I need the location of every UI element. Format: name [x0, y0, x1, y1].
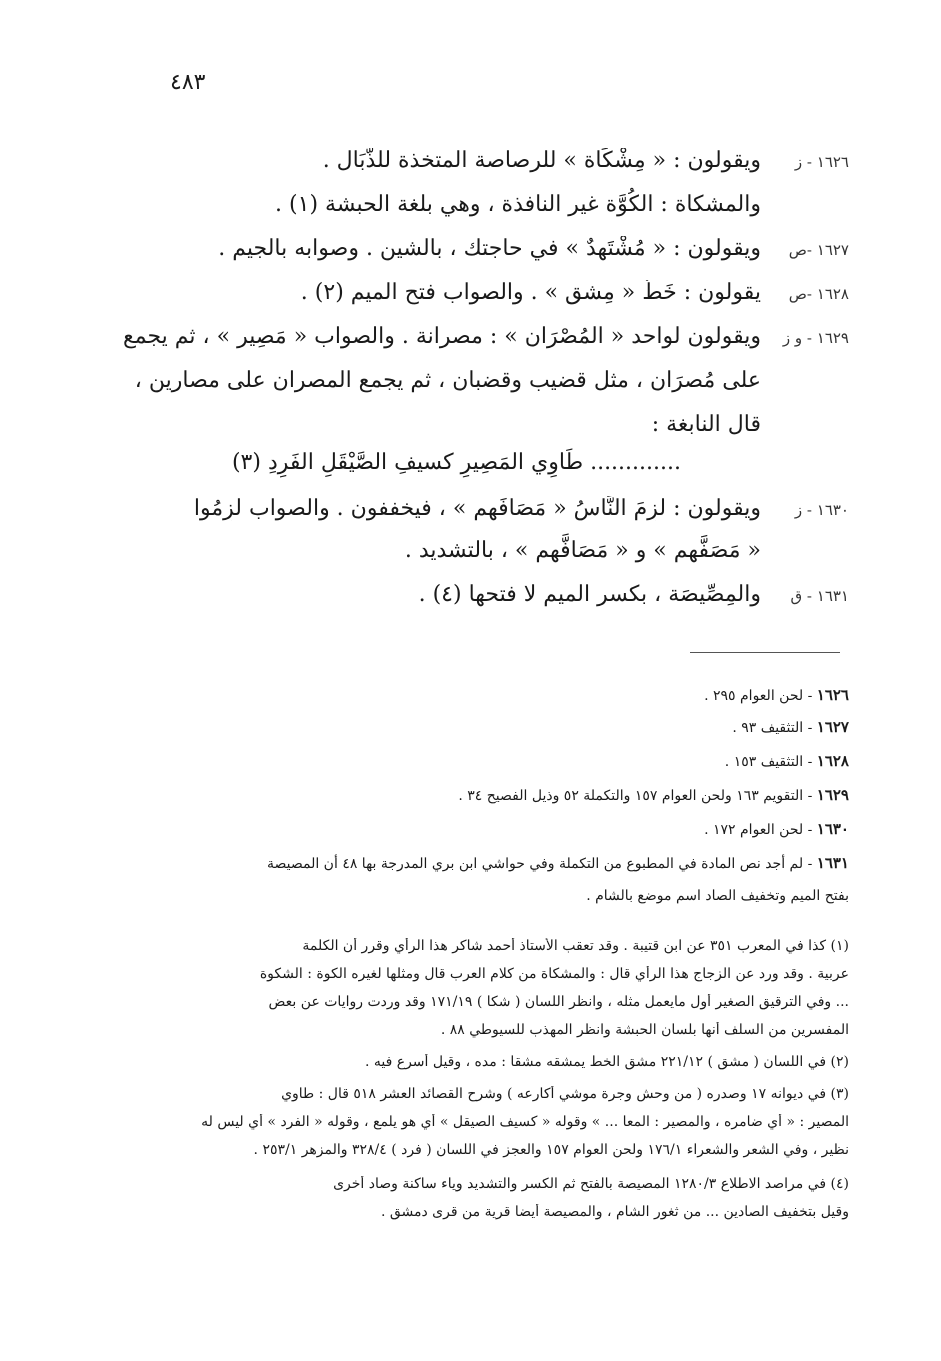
- source-number: ١٦٣٠: [816, 820, 849, 838]
- poetry-verse: ............. طَاوِي المَصِيرِ كسيفِ الصَّيْقَلِ الفَرِدِ (٣): [231, 450, 681, 475]
- source-text: - لحن العوام ٢٩٥ .: [704, 688, 813, 704]
- entry-1629-cont-2: قال النابغة :: [651, 412, 761, 437]
- entry-1629: [89, 324, 849, 349]
- entry-id: ١٦٣١ - ق: [790, 587, 849, 605]
- entry-text: ويقولون لواحد « المُصْرَان » : مصرانة . والصواب « مَصِير » ، ثم يجمع: [123, 324, 761, 349]
- entry-text: يقولون : خَطٌّ « مِشق » . والصواب فتح الميم (٢) .: [300, 280, 761, 305]
- entry-1626-cont: والمشكاة : الكُوَّة غير النافذة ، وهي بلغة الحبشة (١) .: [275, 192, 761, 217]
- entry-1630-cont: « مَصَفَّهم » و « مَصَافَّهم » ، بالتشديد .: [404, 538, 761, 563]
- source-number: ١٦٣١: [816, 854, 849, 872]
- entry-id: ١٦٣٠ - ز: [794, 501, 849, 519]
- source-text: - التثقيف ١٥٣ .: [724, 754, 813, 770]
- source-line: [89, 820, 849, 838]
- source-number: ١٦٢٨: [816, 752, 849, 770]
- entry-id: ١٦٢٧ -ص: [788, 241, 849, 259]
- footnote-line: ... وفي الترقيق الصغير أول مايعمل مثله ، وانظر اللسان ( شكا ) ١٧١/١٩ وقد وردت روايات عن بعض: [268, 994, 849, 1010]
- source-line: [89, 854, 849, 872]
- separator-rule: [690, 652, 840, 653]
- footnote-line: (٣) في ديوانه ١٧ وصدره ( من وحش وجرة موشي أكارعه ) وشرح القصائد العشر ٥١٨ قال : طاوي: [281, 1086, 849, 1102]
- entry-text: ويقولون : لزِمَ النَّاسُ « مَصَافَهم » ، فيخففون . والصواب لزِمُوا: [193, 496, 761, 521]
- entry-id: ١٦٢٦ - ز: [794, 153, 849, 171]
- source-text: - لحن العوام ١٧٢ .: [704, 822, 813, 838]
- entry-id: ١٦٢٨ -ص: [788, 285, 849, 303]
- source-text: - التثقيف ٩٣ .: [732, 720, 813, 736]
- source-text: بفتح الميم وتخفيف الصاد اسم موضع بالشام .: [586, 888, 849, 904]
- footnote-line: (٢) في اللسان ( مشق ) ٢٢١/١٢ مشق الخط يمشقه مشقا : مده ، وقيل أسرع فيه .: [364, 1054, 849, 1070]
- entry-1626: [89, 148, 849, 173]
- source-line: [89, 718, 849, 736]
- source-line: [89, 686, 849, 704]
- source-text: - لم أجد نص المادة في المطبوع من التكملة وفي حواشي ابن بري المدرجة بها ٤٨ أن المصيصة: [266, 856, 813, 872]
- footnote-line: عربية . وقد ورد عن الزجاج هذا الرأي قال : والمشكاة من كلام العرب قال ومثلها لغيره الكوة : الشكوة: [259, 966, 849, 982]
- source-text: - التقويم ١٦٣ ولحن العوام ١٥٧ والتكملة ٥٢ وذيل الفصيح ٣٤ .: [458, 788, 813, 804]
- entry-1631: [89, 582, 849, 607]
- source-number: ١٦٢٧: [816, 718, 849, 736]
- entry-text: ويقولون : « مِشْكَاة » للرصاصة المتخذة للذُّبَال .: [322, 148, 761, 173]
- entry-1627: [89, 236, 849, 261]
- footnote-line: (٤) في مراصد الاطلاع ١٢٨٠/٣ المصيصة بالفتح ثم الكسر والتشديد وياء ساكنة وصاد أخرى: [333, 1176, 849, 1192]
- entry-1630: [89, 496, 849, 521]
- entry-id: ١٦٢٩ - و ز: [782, 329, 849, 347]
- entry-1629-cont-1: على مُصرَان ، مثل قضيب وقضبان ، ثم يجمع المصران على مصارين ،: [134, 368, 761, 393]
- footnote-line: المصير : « أي ضامره ، والمصير : المعا ... » وقوله « كسيف الصيقل » أي هو يلمع ، وقوله « الفرد » أي ليس له: [201, 1114, 849, 1130]
- footnote-line: المفسرين من السلف أنها بلسان الحبشة وانظر المهذب للسيوطي ٨٨ .: [440, 1022, 849, 1038]
- page-number: ٤٨٣: [170, 70, 206, 95]
- entry-1628: [89, 280, 849, 305]
- entry-text: ويقولون : « مُشْتَهِدٌ » في حاجتك ، بالشين . وصوابه بالجيم .: [218, 236, 761, 261]
- entry-text: والمِصِّيصَة ، بكسر الميم لا فتحها (٤) .: [418, 582, 761, 607]
- source-number: ١٦٢٩: [816, 786, 849, 804]
- footnote-line: نظير ، وفي الشعر والشعراء ١٧٦/١ ولحن العوام ١٥٧ والعجز في اللسان ( فرد ) ٣٢٨/٤ والمزهر ٢٥٣/١ .: [253, 1142, 849, 1158]
- source-line: [89, 786, 849, 804]
- footnote-line: وقيل بتخفيف الصادين ... من ثغور الشام ، والمصيصة أيضا قرية من قرى دمشق .: [380, 1204, 849, 1220]
- footnote-line: (١) كذا في المعرب ٣٥١ عن ابن قتيبة . وقد تعقب الأستاذ أحمد شاكر هذا الرأي وقرر أن الكلمة: [302, 938, 849, 954]
- source-line: [89, 886, 849, 904]
- source-line: [89, 752, 849, 770]
- source-number: ١٦٢٦: [816, 686, 849, 704]
